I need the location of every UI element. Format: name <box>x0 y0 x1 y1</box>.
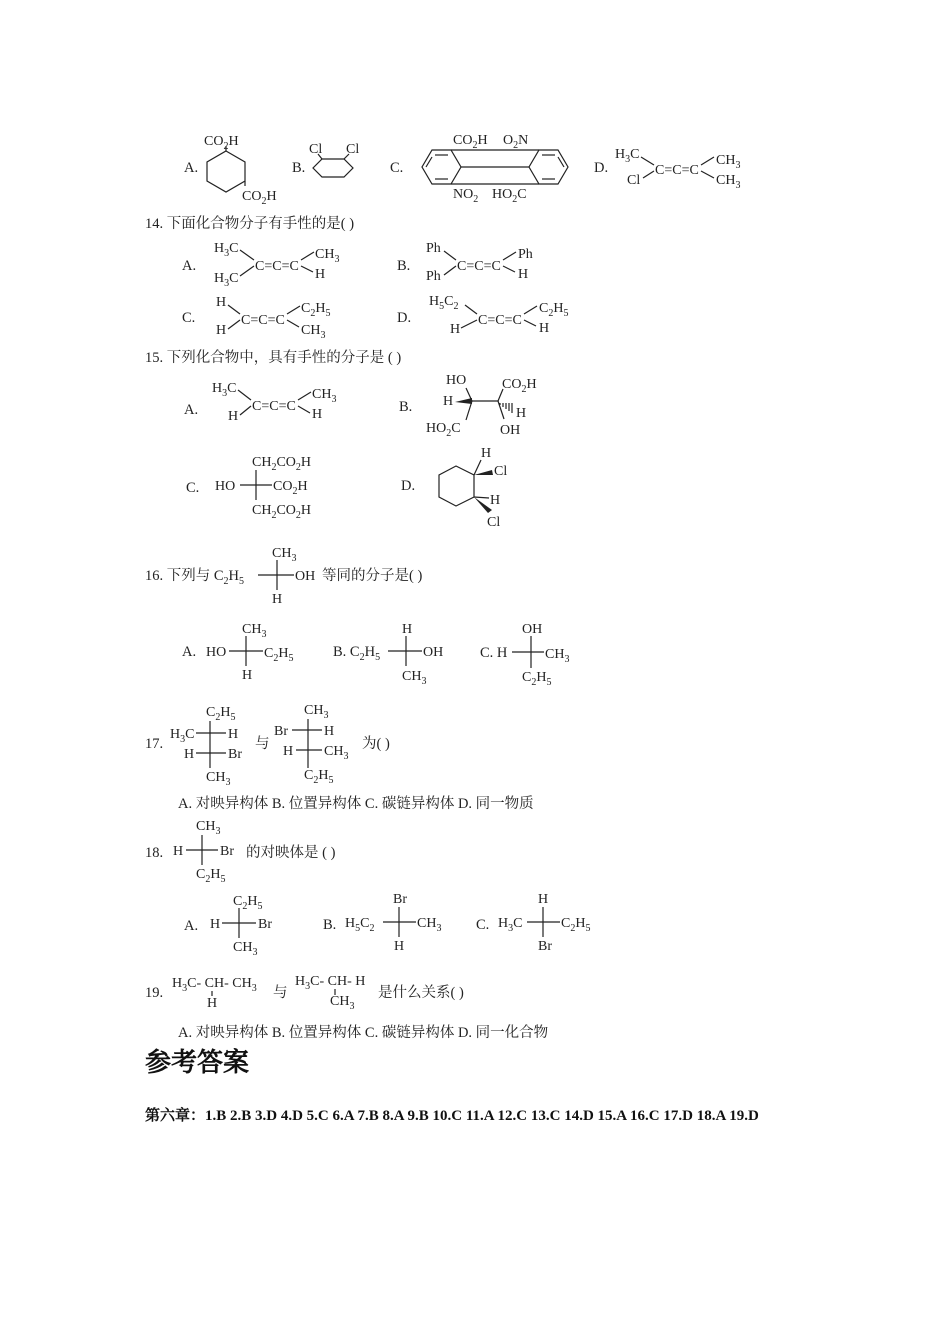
question-18-suffix: 的对映体是 ( ) <box>246 845 336 861</box>
substituent-label: H <box>450 322 461 337</box>
substituent-label: H <box>539 321 550 336</box>
option-label: B. <box>292 160 306 176</box>
substituent-label: $C_2H_5$ <box>304 768 334 786</box>
substituent-label: Br <box>228 747 242 762</box>
substituent-label: $H_3C-$ CH- H <box>295 974 366 992</box>
option-label: D. <box>401 478 416 494</box>
substituent-label: $CO_2H$ <box>204 134 239 152</box>
substituent-label: $CO_2H$ <box>502 377 537 395</box>
question-number: 19. <box>145 985 164 1001</box>
substituent-label: H <box>324 724 335 739</box>
substituent-label: $C_2H_5$ <box>206 705 236 723</box>
substituent-label: $H_3C$ <box>212 381 237 399</box>
substituent-label: OH <box>423 645 444 660</box>
question-14-text: 14. 下面化合物分子有手性的是( ) <box>145 216 355 232</box>
q16-option-b <box>333 622 443 687</box>
option-label: B. <box>323 917 337 933</box>
substituent-label: $O_2N$ <box>503 133 529 151</box>
substituent-label: H <box>516 406 527 421</box>
substituent-label: Ph <box>426 241 441 256</box>
option-label: A. <box>184 160 199 176</box>
allene-chain: C=C=C <box>241 313 285 328</box>
q18-option-a <box>184 894 272 958</box>
substituent-label: $CH_3$ <box>402 669 427 687</box>
substituent-label: H <box>518 267 529 282</box>
substituent-label: $C_2H_5$ <box>539 301 569 319</box>
q14-option-a <box>182 241 339 289</box>
substituent-label: $C_2H_5$ <box>522 670 552 688</box>
q15-option-a <box>184 381 336 424</box>
substituent-label: $H_3C$ <box>615 147 640 165</box>
substituent-label: $C_2H_5$ <box>196 867 226 885</box>
substituent-label: H <box>184 747 195 762</box>
question-19-options: A. 对映异构体 B. 位置异构体 C. 碳链异构体 D. 同一化合物 <box>178 1025 549 1040</box>
allene-chain: C=C=C <box>655 163 699 178</box>
substituent-label: $C_2H_5$ <box>264 646 294 664</box>
q14-option-d <box>397 294 568 337</box>
option-label: B. $C_2H_5$ <box>333 644 381 663</box>
q18-option-b <box>323 892 441 954</box>
substituent-label: H <box>315 267 326 282</box>
question-number: 18. <box>145 845 164 861</box>
q15-option-b <box>399 373 537 439</box>
substituent-label: $CH_3$ <box>242 622 267 640</box>
conjunction: 与 <box>273 985 288 1001</box>
substituent-label: H <box>481 446 492 461</box>
question-16-suffix: 等同的分子是( ) <box>322 568 423 584</box>
question-17 <box>145 703 390 788</box>
option-label: C. <box>186 480 200 496</box>
substituent-label: $CH_3$ <box>716 153 741 171</box>
answers-text: 第六章：1.B 2.B 3.D 4.D 5.C 6.A 7.B 8.A 9.B 10.C 11.A 12.C 13.C 14.D 15.A 16.C 17.D 18.A 19.D <box>145 1108 759 1124</box>
substituent-label: $HO_2C$ <box>492 187 527 205</box>
substituent-label: $NO_2$ <box>453 187 479 205</box>
substituent-label: Cl <box>627 173 641 188</box>
q18-option-c <box>476 892 590 954</box>
substituent-label: Br <box>258 917 272 932</box>
substituent-label: Cl <box>346 142 360 157</box>
substituent-label: H <box>210 917 221 932</box>
q13-option-c <box>390 133 568 205</box>
substituent-label: $CO_2H$ <box>453 133 488 151</box>
substituent-label: H <box>272 592 283 607</box>
substituent-label: $CH_2CO_2H$ <box>252 455 312 473</box>
question-19 <box>145 974 464 1012</box>
option-label: A. <box>182 644 197 660</box>
q14-option-b <box>397 241 533 284</box>
substituent-label: H <box>207 996 218 1011</box>
substituent-label: $H_3C-$ CH- $CH_3$ <box>172 976 257 994</box>
substituent-label: OH <box>522 622 543 637</box>
substituent-label: $C_2H_5$ <box>233 894 263 912</box>
q15-option-d <box>401 446 507 530</box>
substituent-label: $H_5C_2$ <box>429 294 459 312</box>
allene-chain: C=C=C <box>252 399 296 414</box>
substituent-label: $C_2H_5$ <box>301 301 331 319</box>
substituent-label: $CH_3$ <box>417 916 442 934</box>
substituent-label: $H_3C$ <box>170 727 195 745</box>
substituent-label: $CH_3$ <box>330 994 355 1012</box>
substituent-label: $CH_3$ <box>196 819 221 837</box>
question-18 <box>145 819 336 885</box>
substituent-label: $CH_3$ <box>315 247 340 265</box>
answers-heading: 参考答案 <box>145 1048 250 1078</box>
question-15-text: 15. 下列化合物中，具有手性的分子是 ( ) <box>145 350 402 366</box>
question-19-suffix: 是什么关系( ) <box>378 985 464 1001</box>
substituent-label: Cl <box>494 464 508 479</box>
q16-option-a <box>182 622 293 683</box>
substituent-label: Br <box>220 844 234 859</box>
conjunction: 与 <box>255 736 270 752</box>
option-label: C. <box>182 310 196 326</box>
question-17-options: A. 对映异构体 B. 位置异构体 C. 碳链异构体 D. 同一物质 <box>178 796 534 812</box>
substituent-label: HO <box>446 373 467 388</box>
option-label: C. <box>476 917 490 933</box>
substituent-label: H <box>538 892 549 907</box>
substituent-label: $CO_2H$ <box>273 479 308 497</box>
option-label: C. H <box>480 645 508 661</box>
q15-option-c <box>186 455 311 521</box>
substituent-label: H <box>242 668 253 683</box>
substituent-label: $HO_2C$ <box>426 421 461 439</box>
substituent-label: Cl <box>309 142 323 157</box>
substituent-label: Ph <box>518 247 533 262</box>
substituent-label: Br <box>538 939 552 954</box>
substituent-label: H <box>216 295 227 310</box>
allene-chain: C=C=C <box>457 259 501 274</box>
option-label: C. <box>390 160 404 176</box>
allene-chain: C=C=C <box>478 313 522 328</box>
substituent-label: $C_2H_5$ <box>561 916 591 934</box>
question-number: 17. <box>145 736 164 752</box>
substituent-label: $H_3C$ <box>498 916 523 934</box>
allene-chain: C=C=C <box>255 259 299 274</box>
substituent-label: H <box>216 323 227 338</box>
substituent-label: HO <box>206 645 227 660</box>
substituent-label: H <box>283 744 294 759</box>
q13-option-d <box>594 147 740 191</box>
substituent-label: H <box>402 622 413 637</box>
substituent-label: $CH_3$ <box>272 546 297 564</box>
substituent-label: $CH_3$ <box>301 323 326 341</box>
substituent-label: $H_3C$ <box>214 241 239 259</box>
q14-option-c <box>182 295 330 341</box>
substituent-label: Ph <box>426 269 441 284</box>
q13-option-a <box>184 134 277 207</box>
substituent-label: H <box>173 844 184 859</box>
substituent-label: $CH_3$ <box>312 387 337 405</box>
option-label: B. <box>397 258 411 274</box>
substituent-label: $CH_3$ <box>206 770 231 788</box>
substituent-label: OH <box>295 569 316 584</box>
option-label: A. <box>184 402 199 418</box>
substituent-label: H <box>228 727 239 742</box>
option-label: B. <box>399 399 413 415</box>
option-label: D. <box>594 160 609 176</box>
option-label: A. <box>182 258 197 274</box>
substituent-label: H <box>443 394 454 409</box>
substituent-label: $CH_3$ <box>304 703 329 721</box>
substituent-label: $CH_2CO_2H$ <box>252 503 312 521</box>
substituent-label: $CO_2H$ <box>242 189 277 207</box>
option-label: D. <box>397 310 412 326</box>
substituent-label: Cl <box>487 515 501 530</box>
question-17-suffix: 为( ) <box>362 736 390 752</box>
substituent-label: $H_5C_2$ <box>345 916 375 934</box>
option-label: A. <box>184 918 199 934</box>
question-16 <box>145 546 422 607</box>
substituent-label: H <box>228 409 239 424</box>
substituent-label: $CH_3$ <box>716 173 741 191</box>
substituent-label: $CH_3$ <box>545 647 570 665</box>
substituent-label: $H_3C$ <box>214 271 239 289</box>
substituent-label: H <box>490 493 501 508</box>
substituent-label: Br <box>274 724 288 739</box>
q16-option-c <box>480 622 569 688</box>
substituent-label: OH <box>500 423 521 438</box>
substituent-label: $CH_3$ <box>324 744 349 762</box>
substituent-label: $CH_3$ <box>233 940 258 958</box>
substituent-label: Br <box>393 892 407 907</box>
substituent-label: HO <box>215 479 236 494</box>
q13-option-b <box>292 142 359 177</box>
substituent-label: H <box>394 939 405 954</box>
question-16-text: 16. 下列与 $C_2H_5$ <box>145 568 245 587</box>
substituent-label: H <box>312 407 323 422</box>
